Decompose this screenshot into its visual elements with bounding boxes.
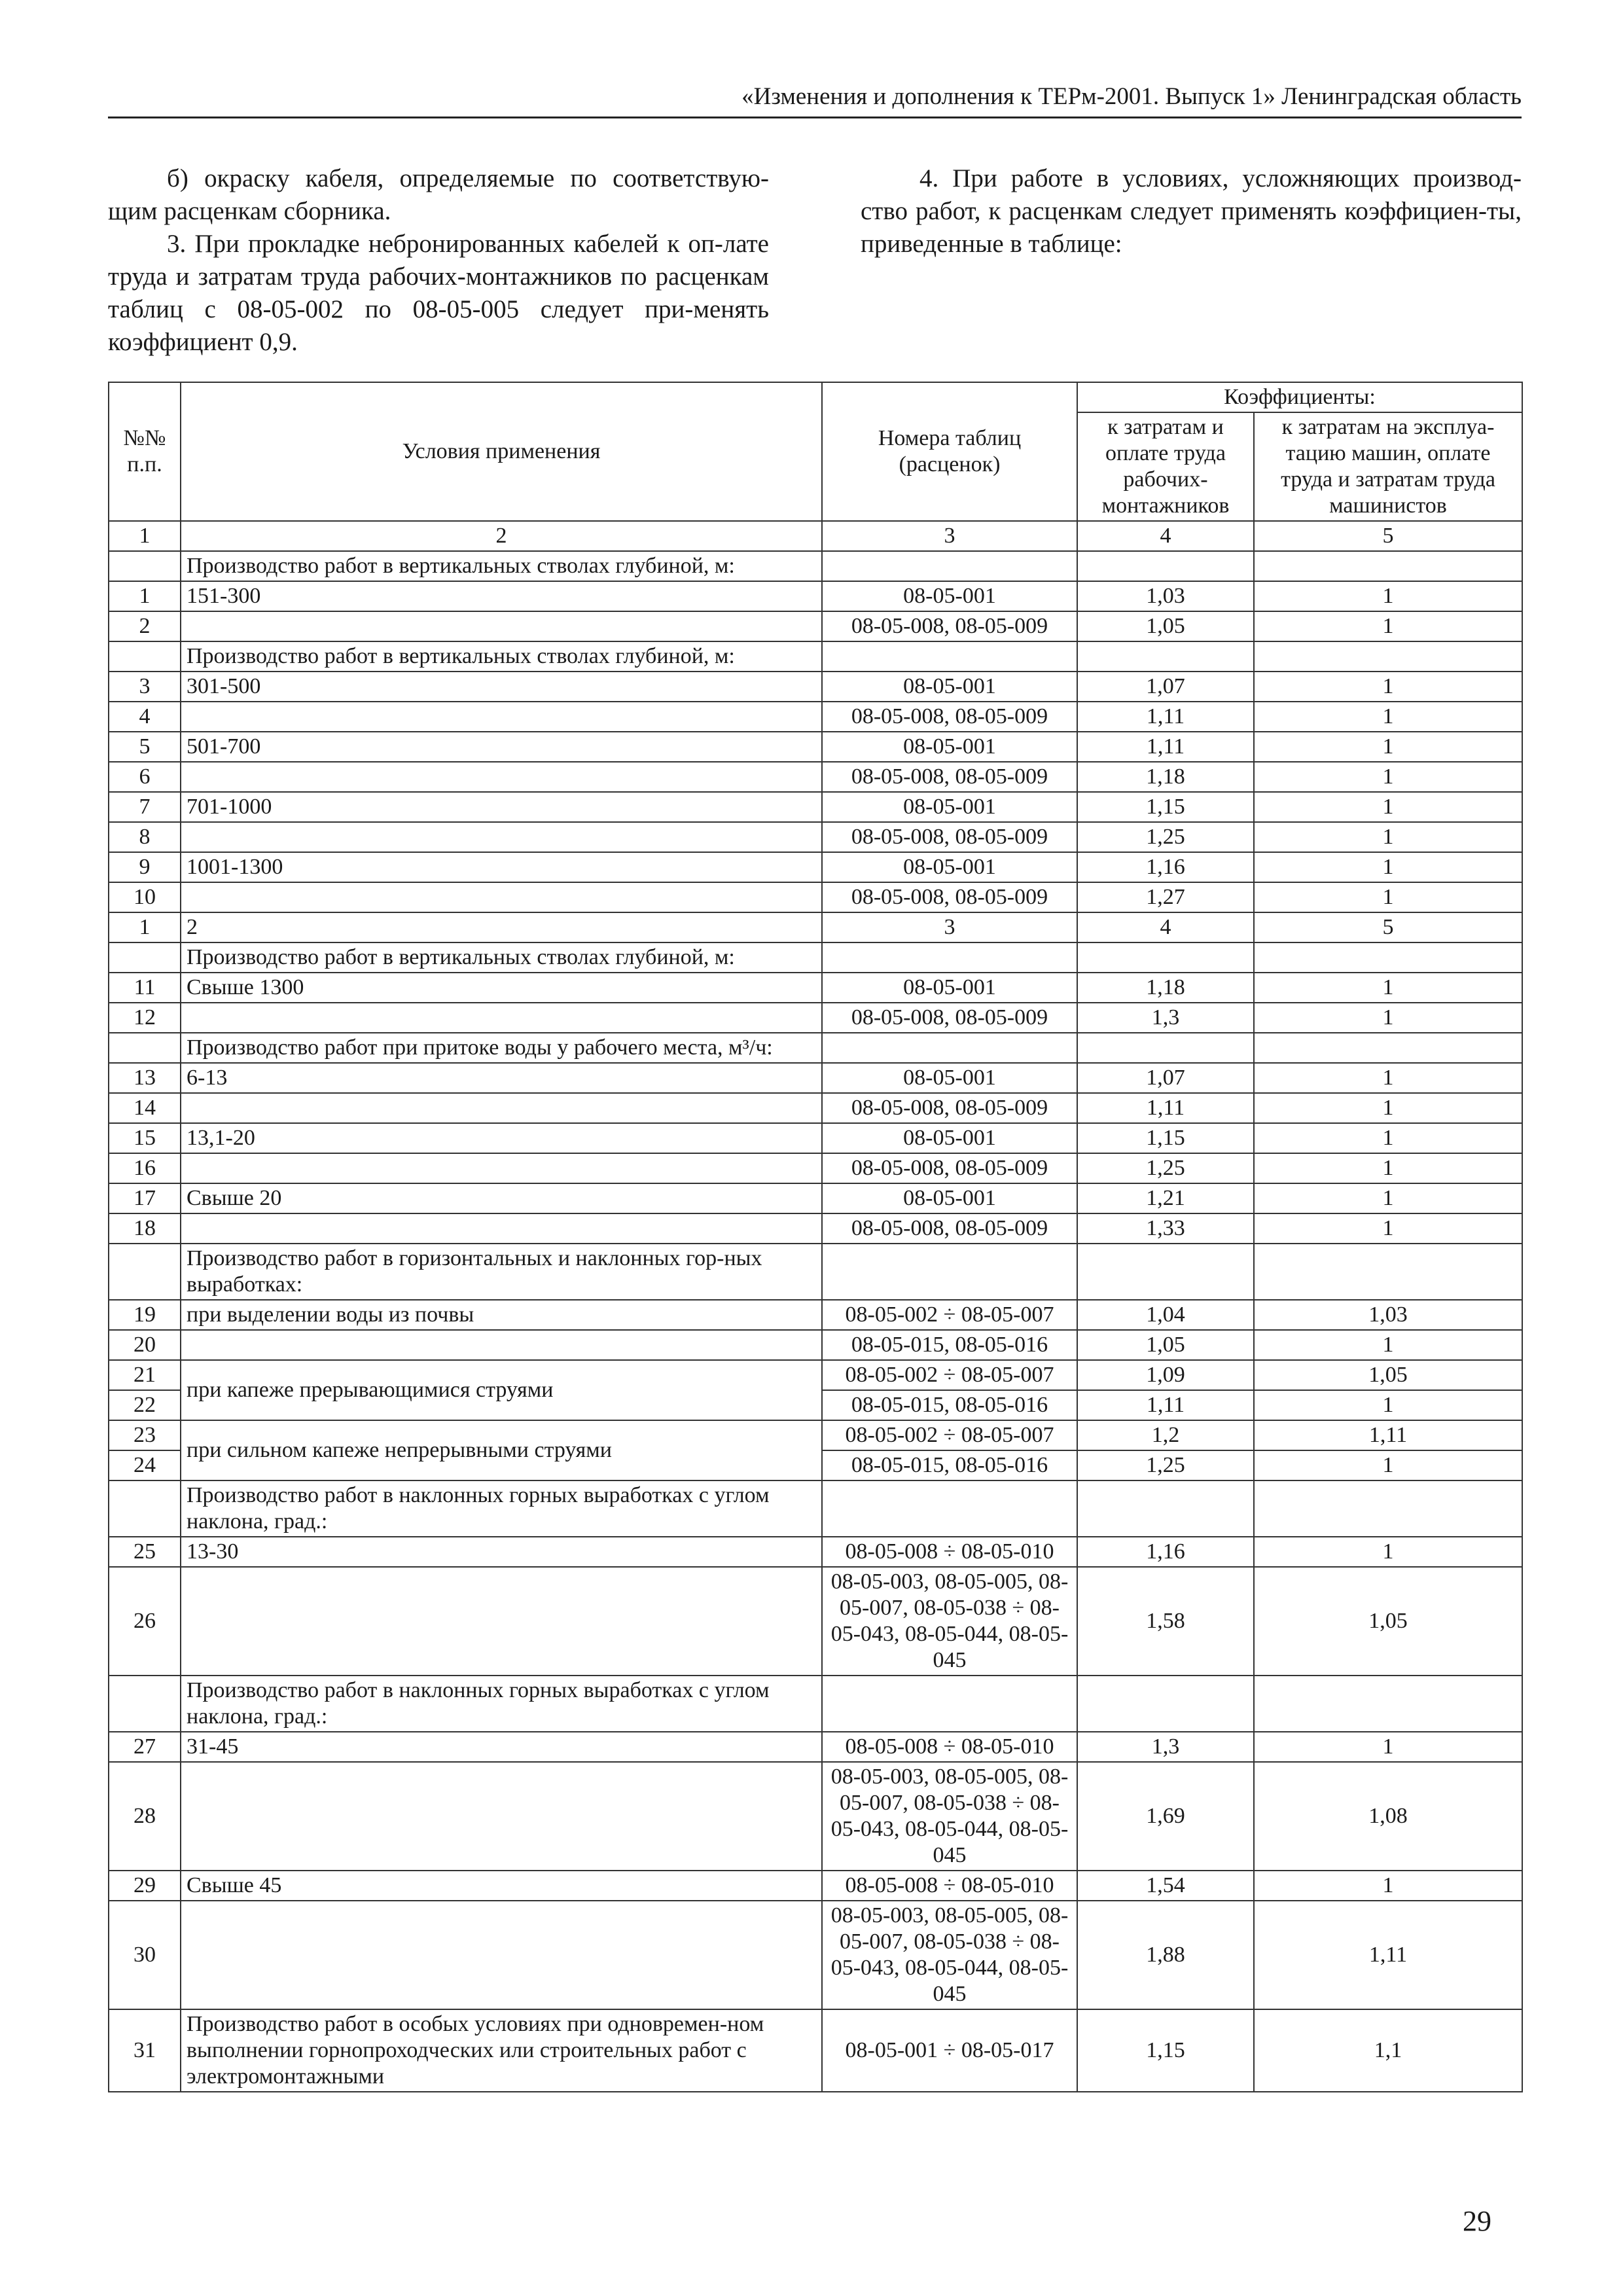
cell: 1,11	[1077, 1390, 1254, 1420]
cell: 08-05-008, 08-05-009	[822, 762, 1077, 792]
cell: 08-05-003, 08-05-005, 08-05-007, 08-05-038 ÷ 08-05-043, 08-05-044, 08-05-045	[822, 1901, 1077, 2009]
cell	[181, 1093, 822, 1123]
cell: 3	[109, 672, 181, 702]
cell: 1,54	[1077, 1871, 1254, 1901]
paragraph: 3. При прокладке небронированных кабелей к оп-лате труда и затратам труда рабочих-монтажников по расценкам таблиц с 08-05-002 по 08-05-005 следует при-менять коэффициент 0,9.	[108, 230, 769, 356]
cell: 08-05-008 ÷ 08-05-010	[822, 1871, 1077, 1901]
cell: 1,11	[1254, 1420, 1522, 1450]
cell: 2	[181, 912, 822, 942]
cell: 1,25	[1077, 1450, 1254, 1480]
table-row	[109, 1063, 1522, 1093]
cell: 1	[1254, 1183, 1522, 1213]
group-title: Производство работ в наклонных горных выработках с углом наклона, град.:	[181, 1480, 822, 1537]
cell: 501-700	[181, 732, 822, 762]
repeat-header-row	[109, 912, 1522, 942]
cell: 08-05-003, 08-05-005, 08-05-007, 08-05-038 ÷ 08-05-043, 08-05-044, 08-05-045	[822, 1762, 1077, 1871]
cell	[181, 1153, 822, 1183]
table-row	[109, 732, 1522, 762]
table-row	[109, 1330, 1522, 1360]
cell: 1,03	[1077, 581, 1254, 611]
cell: 1	[1254, 581, 1522, 611]
cell	[181, 762, 822, 792]
cell: 1	[1254, 672, 1522, 702]
cell: 1,18	[1077, 762, 1254, 792]
cell: 7	[109, 792, 181, 822]
table-row	[109, 852, 1522, 882]
cell: 701-1000	[181, 792, 822, 822]
cell: 20	[109, 1330, 181, 1360]
cell: 1	[1254, 1153, 1522, 1183]
table-row	[109, 1537, 1522, 1567]
intro-text	[108, 162, 1522, 378]
group-row	[109, 942, 1522, 973]
cell: 23	[109, 1420, 181, 1450]
cell: 5	[1254, 912, 1522, 942]
cell: 08-05-008, 08-05-009	[822, 1093, 1077, 1123]
cell: 1,3	[1077, 1732, 1254, 1762]
colnum: 4	[1077, 521, 1254, 551]
intro-left-column	[108, 162, 769, 378]
cell: 1,05	[1077, 611, 1254, 641]
cell: 24	[109, 1450, 181, 1480]
table-row	[109, 1213, 1522, 1244]
cell: 1	[1254, 1732, 1522, 1762]
cell: 08-05-008 ÷ 08-05-010	[822, 1732, 1077, 1762]
group-row	[109, 551, 1522, 581]
cell: 08-05-001	[822, 852, 1077, 882]
cell: 1,05	[1077, 1330, 1254, 1360]
cell: 1,05	[1254, 1567, 1522, 1676]
table-row	[109, 611, 1522, 641]
cell: 1	[1254, 762, 1522, 792]
group-row	[109, 1033, 1522, 1063]
cell: 16	[109, 1153, 181, 1183]
table-row	[109, 672, 1522, 702]
cell: 1,88	[1077, 1901, 1254, 2009]
group-title: Производство работ в наклонных горных выработках с углом наклона, град.:	[181, 1676, 822, 1732]
cell: 08-05-001	[822, 973, 1077, 1003]
header-condition: Условия применения	[181, 382, 822, 521]
cell: 1,16	[1077, 852, 1254, 882]
table-row	[109, 702, 1522, 732]
cell: 29	[109, 1871, 181, 1901]
table-row	[109, 2009, 1522, 2092]
cell	[181, 702, 822, 732]
cell: 1,11	[1077, 1093, 1254, 1123]
cell: 1,21	[1077, 1183, 1254, 1213]
cell: 08-05-008, 08-05-009	[822, 882, 1077, 912]
table-row	[109, 1123, 1522, 1153]
group-row	[109, 641, 1522, 672]
cell: 151-300	[181, 581, 822, 611]
table-row	[109, 1183, 1522, 1213]
cell	[181, 882, 822, 912]
cell: 1,11	[1254, 1901, 1522, 2009]
cell: 1,18	[1077, 973, 1254, 1003]
table-row	[109, 792, 1522, 822]
cell: 1,1	[1254, 2009, 1522, 2092]
cell: 1	[1254, 611, 1522, 641]
column-numbers-row	[109, 521, 1522, 551]
cell: 08-05-008, 08-05-009	[822, 702, 1077, 732]
cell: 301-500	[181, 672, 822, 702]
table-row	[109, 973, 1522, 1003]
cell: 08-05-008, 08-05-009	[822, 1153, 1077, 1183]
cell: 1	[1254, 1063, 1522, 1093]
cell: 4	[1077, 912, 1254, 942]
cell: 26	[109, 1567, 181, 1676]
cell: 31	[109, 2009, 181, 2092]
cell: 6-13	[181, 1063, 822, 1093]
cell: 1	[1254, 792, 1522, 822]
cell	[181, 611, 822, 641]
intro-right-column	[861, 162, 1522, 378]
paragraph: 4. При работе в условиях, усложняющих производ-ство работ, к расценкам следует применять коэффициен-ты, приведенные в таблице:	[861, 164, 1522, 258]
cell: 1	[1254, 1537, 1522, 1567]
cell: 1,15	[1077, 792, 1254, 822]
cell: 1	[1254, 822, 1522, 852]
cell	[181, 1567, 822, 1676]
table-row	[109, 822, 1522, 852]
table-row	[109, 1003, 1522, 1033]
cell: 1	[1254, 882, 1522, 912]
cell: 1,11	[1077, 732, 1254, 762]
cell: 1	[1254, 732, 1522, 762]
table-row	[109, 1901, 1522, 2009]
running-header: «Изменения и дополнения к ТЕРм-2001. Выпуск 1» Ленинградская область	[108, 84, 1522, 118]
group-title: Производство работ в вертикальных стволах глубиной, м:	[181, 641, 822, 672]
colnum: 5	[1254, 521, 1522, 551]
cell: 25	[109, 1537, 181, 1567]
cell: 1,07	[1077, 1063, 1254, 1093]
cell: 13	[109, 1063, 181, 1093]
cell: 08-05-001	[822, 1063, 1077, 1093]
cell	[181, 1762, 822, 1871]
group-title: Производство работ при притоке воды у рабочего места, м³/ч:	[181, 1033, 822, 1063]
cell: 1	[109, 581, 181, 611]
cell: 1,27	[1077, 882, 1254, 912]
cell: при сильном капеже непрерывными струями	[181, 1420, 822, 1480]
cell: 15	[109, 1123, 181, 1153]
cell: 13,1-20	[181, 1123, 822, 1153]
table-row	[109, 1093, 1522, 1123]
cell	[181, 1003, 822, 1033]
cell: 1,25	[1077, 1153, 1254, 1183]
cell	[181, 1213, 822, 1244]
cell: 5	[109, 732, 181, 762]
cell: Свыше 20	[181, 1183, 822, 1213]
cell: 1001-1300	[181, 852, 822, 882]
cell: 2	[109, 611, 181, 641]
group-title: Производство работ в горизонтальных и наклонных гор-ных выработках:	[181, 1244, 822, 1300]
cell: 08-05-001	[822, 732, 1077, 762]
cell: 08-05-001 ÷ 08-05-017	[822, 2009, 1077, 2092]
cell: 1	[1254, 1213, 1522, 1244]
cell: 08-05-015, 08-05-016	[822, 1390, 1077, 1420]
cell: 1,33	[1077, 1213, 1254, 1244]
group-row	[109, 1244, 1522, 1300]
cell: 08-05-008, 08-05-009	[822, 822, 1077, 852]
table-row	[109, 1871, 1522, 1901]
cell: 30	[109, 1901, 181, 2009]
cell: 08-05-001	[822, 1123, 1077, 1153]
header-num: №№ п.п.	[109, 382, 181, 521]
cell: 22	[109, 1390, 181, 1420]
table-row	[109, 762, 1522, 792]
cell: Производство работ в особых условиях при одновремен-ном выполнении горнопроходческих или строительных работ с электромонтажными	[181, 2009, 822, 2092]
cell: 1,07	[1077, 672, 1254, 702]
cell: 1	[1254, 1003, 1522, 1033]
cell: Свыше 45	[181, 1871, 822, 1901]
cell: 1	[109, 912, 181, 942]
cell: 08-05-008 ÷ 08-05-010	[822, 1537, 1077, 1567]
table-row	[109, 1420, 1522, 1450]
cell: 1,16	[1077, 1537, 1254, 1567]
table-row	[109, 1153, 1522, 1183]
cell: 08-05-008, 08-05-009	[822, 1003, 1077, 1033]
cell: 4	[109, 702, 181, 732]
cell: 08-05-002 ÷ 08-05-007	[822, 1420, 1077, 1450]
cell: 1	[1254, 973, 1522, 1003]
cell	[181, 1901, 822, 2009]
cell: 12	[109, 1003, 181, 1033]
group-title: Производство работ в вертикальных стволах глубиной, м:	[181, 942, 822, 973]
cell: 08-05-001	[822, 792, 1077, 822]
cell: 1,58	[1077, 1567, 1254, 1676]
cell: 1	[1254, 1871, 1522, 1901]
cell: при выделении воды из почвы	[181, 1300, 822, 1330]
cell: 1	[1254, 1390, 1522, 1420]
group-row	[109, 1480, 1522, 1537]
cell: 1,09	[1077, 1360, 1254, 1390]
cell: 17	[109, 1183, 181, 1213]
cell: 08-05-003, 08-05-005, 08-05-007, 08-05-038 ÷ 08-05-043, 08-05-044, 08-05-045	[822, 1567, 1077, 1676]
table-row	[109, 882, 1522, 912]
cell: 08-05-008, 08-05-009	[822, 1213, 1077, 1244]
cell	[181, 1330, 822, 1360]
cell	[181, 822, 822, 852]
cell: 1	[1254, 852, 1522, 882]
cell: 1,25	[1077, 822, 1254, 852]
cell: Свыше 1300	[181, 973, 822, 1003]
cell: 1	[1254, 1123, 1522, 1153]
cell: 1,08	[1254, 1762, 1522, 1871]
cell: 08-05-001	[822, 1183, 1077, 1213]
table-row	[109, 1567, 1522, 1676]
cell: 1	[1254, 1450, 1522, 1480]
cell: 1	[1254, 1330, 1522, 1360]
cell: 27	[109, 1732, 181, 1762]
cell: 13-30	[181, 1537, 822, 1567]
colnum: 3	[822, 521, 1077, 551]
cell: 14	[109, 1093, 181, 1123]
cell: 08-05-002 ÷ 08-05-007	[822, 1300, 1077, 1330]
cell: 1,05	[1254, 1360, 1522, 1390]
cell: 1,15	[1077, 1123, 1254, 1153]
page-number: 29	[1463, 2205, 1491, 2237]
cell: 3	[822, 912, 1077, 942]
cell: 10	[109, 882, 181, 912]
coefficients-table	[108, 382, 1523, 2092]
table-row	[109, 1360, 1522, 1390]
cell: 08-05-015, 08-05-016	[822, 1450, 1077, 1480]
cell: 28	[109, 1762, 181, 1871]
table-row	[109, 1762, 1522, 1871]
colnum: 2	[181, 521, 822, 551]
cell: 08-05-008, 08-05-009	[822, 611, 1077, 641]
header-coef-labor: к затратам и оплате труда рабочих-монтажников	[1077, 412, 1254, 521]
paragraph: б) окраску кабеля, определяемые по соответствую-щим расценкам сборника.	[108, 164, 769, 225]
cell: 9	[109, 852, 181, 882]
cell: 1	[1254, 1093, 1522, 1123]
group-row	[109, 1676, 1522, 1732]
header-tables: Номера таблиц (расценок)	[822, 382, 1077, 521]
cell: 08-05-001	[822, 581, 1077, 611]
cell: 1,11	[1077, 702, 1254, 732]
cell: 08-05-002 ÷ 08-05-007	[822, 1360, 1077, 1390]
group-title: Производство работ в вертикальных стволах глубиной, м:	[181, 551, 822, 581]
cell: 1,3	[1077, 1003, 1254, 1033]
cell: 18	[109, 1213, 181, 1244]
cell: 1,15	[1077, 2009, 1254, 2092]
header-coef-machine: к затратам на эксплуа-тацию машин, оплате труда и затратам труда машинистов	[1254, 412, 1522, 521]
cell: 1,2	[1077, 1420, 1254, 1450]
cell: 31-45	[181, 1732, 822, 1762]
cell: 08-05-015, 08-05-016	[822, 1330, 1077, 1360]
cell: при капеже прерывающимися струями	[181, 1360, 822, 1420]
cell: 11	[109, 973, 181, 1003]
cell: 08-05-001	[822, 672, 1077, 702]
table-row	[109, 1732, 1522, 1762]
table-row	[109, 581, 1522, 611]
colnum: 1	[109, 521, 181, 551]
cell: 1,69	[1077, 1762, 1254, 1871]
header-coefficients: Коэффициенты:	[1077, 382, 1522, 412]
table-row	[109, 1300, 1522, 1330]
cell: 8	[109, 822, 181, 852]
cell: 1	[1254, 702, 1522, 732]
cell: 6	[109, 762, 181, 792]
cell: 1,04	[1077, 1300, 1254, 1330]
cell: 21	[109, 1360, 181, 1390]
cell: 19	[109, 1300, 181, 1330]
cell: 1,03	[1254, 1300, 1522, 1330]
